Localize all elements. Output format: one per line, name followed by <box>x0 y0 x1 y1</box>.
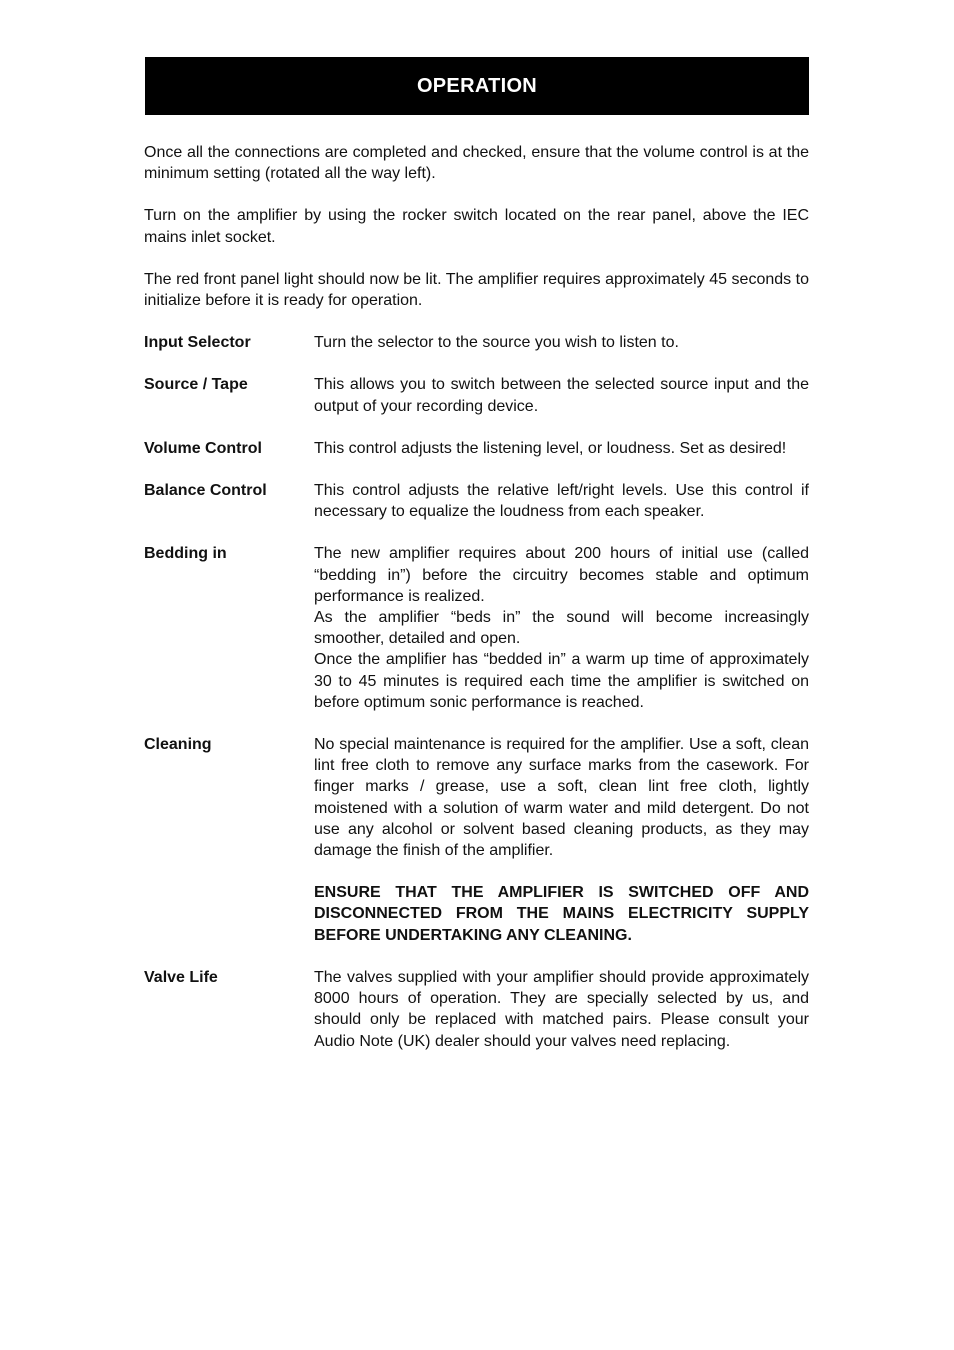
section-description <box>314 480 809 522</box>
section-term: Source / Tape <box>144 376 248 394</box>
section-description <box>314 332 809 353</box>
description-paragraph: This control adjusts the relative left/right levels. Use this control if necessary to equalize the loudness from each speaker. <box>314 482 809 521</box>
section-volume-control <box>144 438 809 459</box>
description-paragraph: This allows you to switch between the selected source input and the output of your recording device. <box>314 376 809 415</box>
section-cleaning <box>144 734 809 946</box>
intro-paragraph: The red front panel light should now be lit. The amplifier requires approximately 45 seconds to initialize before it is ready for operation. <box>144 270 809 310</box>
section-term: Bedding in <box>144 545 227 563</box>
section-term: Input Selector <box>144 334 251 352</box>
section-source-tape <box>144 374 809 416</box>
description-paragraph: Once the amplifier has “bedded in” a warm up time of approximately 30 to 45 minutes is required each time the amplifier is switched on before optimum sonic performance is reached. <box>314 651 809 711</box>
section-term: Balance Control <box>144 482 267 500</box>
section-bedding-in <box>144 543 809 713</box>
intro-paragraph: Once all the connections are completed and checked, ensure that the volume control is at the minimum setting (rotated all the way left). <box>144 144 809 183</box>
description-paragraph: The new amplifier requires about 200 hours of initial use (called “bedding in”) before the circuitry becomes stable and optimum performance is realized. <box>314 545 809 605</box>
section-term: Valve Life <box>144 968 218 986</box>
section-description <box>314 967 809 1052</box>
section-description <box>314 734 809 946</box>
section-term: Cleaning <box>144 736 212 754</box>
description-paragraph: This control adjusts the listening level, or loudness. Set as desired! <box>314 439 787 457</box>
safety-warning: ENSURE THAT THE AMPLIFIER IS SWITCHED OFF AND DISCONNECTED FROM THE MAINS ELECTRICITY SUPPLY BEFORE UNDERTAKING ANY CLEANING. <box>314 884 809 944</box>
description-paragraph: As the amplifier “beds in” the sound will become increasingly smoother, detailed and open. <box>314 609 809 648</box>
section-balance-control <box>144 480 809 522</box>
section-title-bar <box>145 57 809 115</box>
description-paragraph: Turn the selector to the source you wish to listen to. <box>314 334 679 352</box>
page-title: OPERATION <box>416 74 538 97</box>
section-term: Volume Control <box>144 439 262 457</box>
section-description <box>314 374 809 416</box>
intro-paragraph: Turn on the amplifier by using the rocker switch located on the rear panel, above the IEC mains inlet socket. <box>144 207 809 246</box>
description-paragraph: No special maintenance is required for the amplifier. Use a soft, clean lint free cloth to remove any surface marks from the casework. For finger marks / grease, use a soft, clean lint free cloth, lightly moistened with a solution of warm water and mild detergent. Do not use any alcohol or solvent based cleaning products, as they may damage the finish of the amplifier. <box>314 736 809 860</box>
section-description <box>314 543 809 713</box>
section-description <box>314 438 809 459</box>
document-body <box>144 142 809 1073</box>
description-paragraph: The valves supplied with your amplifier should provide approximately 8000 hours of operation. They are specially selected by us, and should only be replaced with matched pairs. Please consult your Audio Note (UK) dealer should your valves need replacing. <box>314 968 809 1050</box>
section-input-selector <box>144 332 809 353</box>
section-valve-life <box>144 967 809 1052</box>
